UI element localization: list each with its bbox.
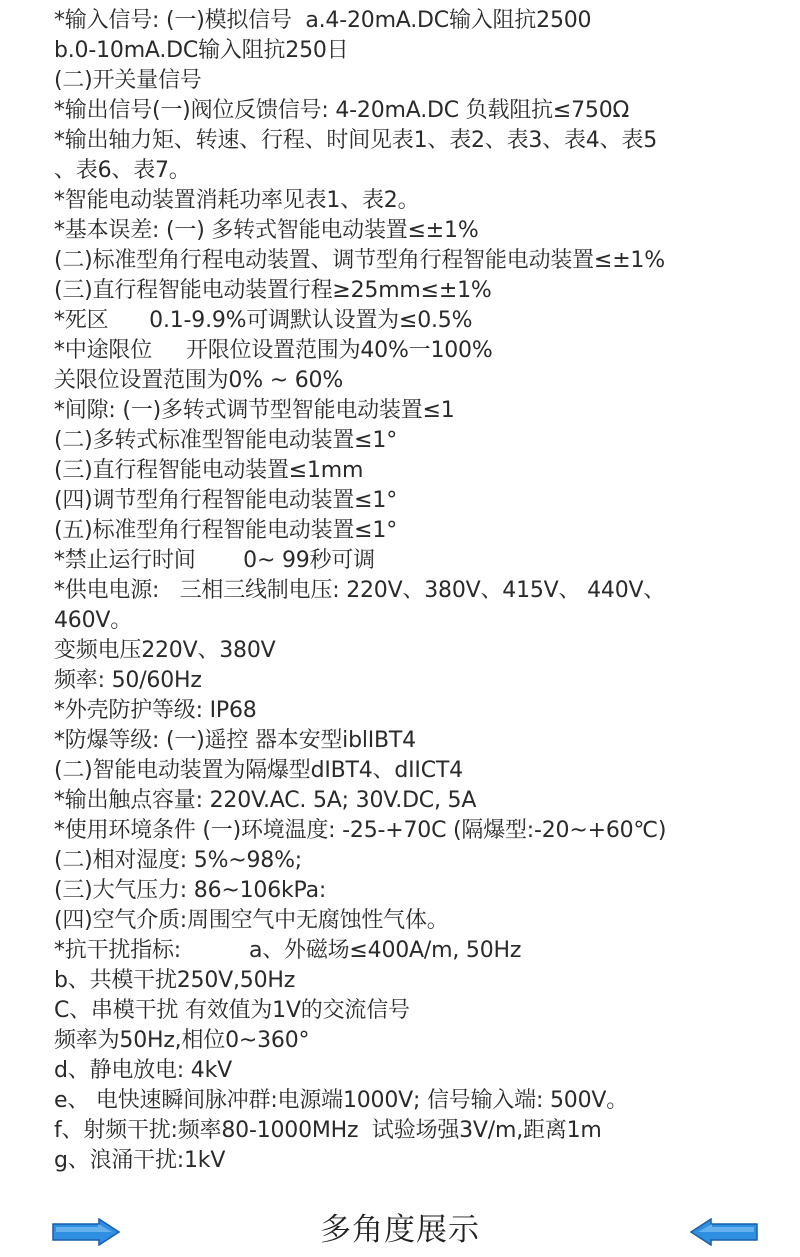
spec-line: 460V。: [54, 608, 133, 633]
spec-line: 变频电压220V、380V: [54, 638, 276, 663]
spec-line: *使用环境条件 (一)环境温度: -25-+70C (隔爆型:-20~+60℃): [54, 818, 667, 843]
spec-line: d、静电放电: 4kV: [54, 1058, 232, 1083]
spec-line: *防爆等级: (一)遥控 器本安型iblIBT4: [54, 728, 416, 753]
spec-line: (三)直行程智能电动装置行程≥25mm≤±1%: [54, 278, 492, 303]
spec-line: *抗干扰指标: a、外磁场≤400A/m, 50Hz: [54, 938, 522, 963]
spec-line: *输出轴力矩、转速、行程、时间见表1、表2、表3、表4、表5: [54, 128, 657, 153]
spec-list: [54, 6, 774, 1176]
spec-line: b、共模干扰250V,50Hz: [54, 968, 296, 993]
spec-line: *输出触点容量: 220V.AC. 5A; 30V.DC, 5A: [54, 788, 477, 813]
spec-line: (三)大气压力: 86~106kPa:: [54, 878, 327, 903]
spec-line: e、 电快速瞬间脉冲群:电源端1000V; 信号输入端: 500V。: [54, 1088, 629, 1113]
spec-line: (二)多转式标准型智能电动装置≤1°: [54, 428, 397, 453]
spec-line: *供电电源: 三相三线制电压: 220V、380V、415V、 440V、: [54, 578, 666, 603]
spec-line: b.0-10mA.DC输入阻抗250日: [54, 38, 349, 63]
spec-line: (二)开关量信号: [54, 68, 202, 93]
spec-line: 关限位设置范围为0% ~ 60%: [54, 368, 344, 393]
arrow-left-icon[interactable]: [690, 1218, 758, 1246]
spec-line: f、射频干扰:频率80-1000MHz 试验场强3V/m,距离1m: [54, 1118, 602, 1143]
spec-line: (二)标准型角行程电动装置、调节型角行程智能电动装置≤±1%: [54, 248, 665, 273]
spec-line: (三)直行程智能电动装置≤1mm: [54, 458, 364, 483]
spec-line: *中途限位 开限位设置范围为40%一100%: [54, 338, 493, 363]
section-title: 多角度展示: [320, 1212, 480, 1248]
spec-line: C、串模干扰 有效值为1V的交流信号: [54, 998, 410, 1023]
spec-line: 、表6、表7。: [54, 158, 191, 183]
spec-line: *智能电动装置消耗功率见表1、表2。: [54, 188, 420, 213]
spec-line: (二)相对湿度: 5%~98%;: [54, 848, 303, 873]
spec-line: (二)智能电动装置为隔爆型dIBT4、dIICT4: [54, 758, 463, 783]
spec-line: *间隙: (一)多转式调节型智能电动装置≤1: [54, 398, 455, 423]
spec-line: (四)调节型角行程智能电动装置≤1°: [54, 488, 397, 513]
spec-line: 频率为50Hz,相位0~360°: [54, 1028, 310, 1053]
spec-line: *输出信号(一)阀位反馈信号: 4-20mA.DC 负载阻抗≤750Ω: [54, 98, 630, 123]
spec-line: (五)标准型角行程智能电动装置≤1°: [54, 518, 397, 543]
spec-line: *禁止运行时间 0~ 99秒可调: [54, 548, 375, 573]
spec-line: 频率: 50/60Hz: [54, 668, 202, 693]
spec-line: *基本误差: (一) 多转式智能电动装置≤±1%: [54, 218, 479, 243]
spec-line: (四)空气介质:周围空气中无腐蚀性气体。: [54, 908, 449, 933]
footer-bar: [0, 1208, 800, 1252]
spec-line: g、浪涌干扰:1kV: [54, 1148, 226, 1173]
spec-line: *外壳防护等级: IP68: [54, 698, 257, 723]
spec-line: *死区 0.1-9.9%可调默认设置为≤0.5%: [54, 308, 473, 333]
spec-line: *输入信号: (一)模拟信号 a.4-20mA.DC输入阻抗2500: [54, 8, 592, 33]
